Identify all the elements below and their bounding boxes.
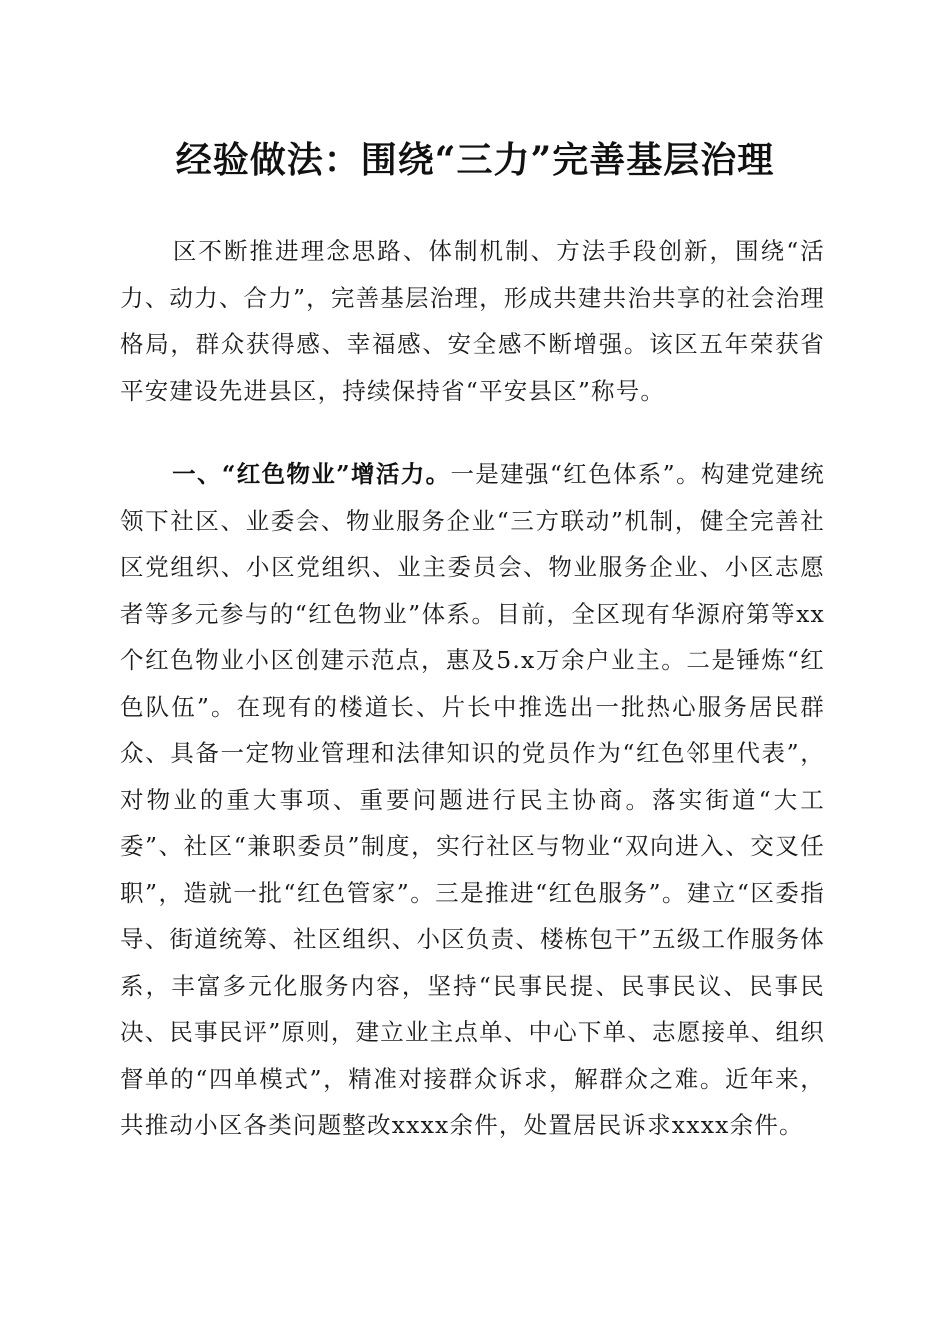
- section-one-heading: 一、“红色物业”增活力。: [172, 460, 451, 488]
- section-one-paragraph: [120, 451, 825, 1149]
- intro-paragraph-text: 区不断推进理念思路、体制机制、方法手段创新，围绕“活力、动力、合力”，完善基层治理，形成共建共治共享的社会治理格局，群众获得感、幸福感、安全感不断增强。该区五年荣获省平安建设先进县区，持续保持省“平安县区”称号。: [120, 237, 825, 405]
- document-title: 经验做法：围绕“三力”完善基层治理: [175, 139, 775, 181]
- intro-paragraph: [120, 228, 825, 414]
- section-one-text: 一是建强“红色体系”。构建党建统领下社区、业委会、物业服务企业“三方联动”机制，健全完善社区党组织、小区党组织、业主委员会、物业服务企业、小区志愿者等多元参与的“红色物业”体系。目前，全区现有华源府第等xx个红色物业小区创建示范点，惠及5.x万余户业主。二是锤炼“红色队伍”。在现有的楼道长、片长中推选出一批热心服务居民群众、具备一定物业管理和法律知识的党员作为“红色邻里代表”，对物业的重大事项、重要问题进行民主协商。落实街道“大工委”、社区“兼职委员”制度，实行社区与物业“双向进入、交叉任职”，造就一批“红色管家”。三是推进“红色服务”。建立“区委指导、街道统筹、社区组织、小区负责、楼栋包干”五级工作服务体系，丰富多元化服务内容，坚持“民事民提、民事民议、民事民决、民事民评”原则，建立业主点单、中心下单、志愿接单、组织督单的“四单模式”，精准对接群众诉求，解群众之难。近年来，共推动小区各类问题整改xxxx余件，处置居民诉求xxxx余件。: [120, 460, 825, 1139]
